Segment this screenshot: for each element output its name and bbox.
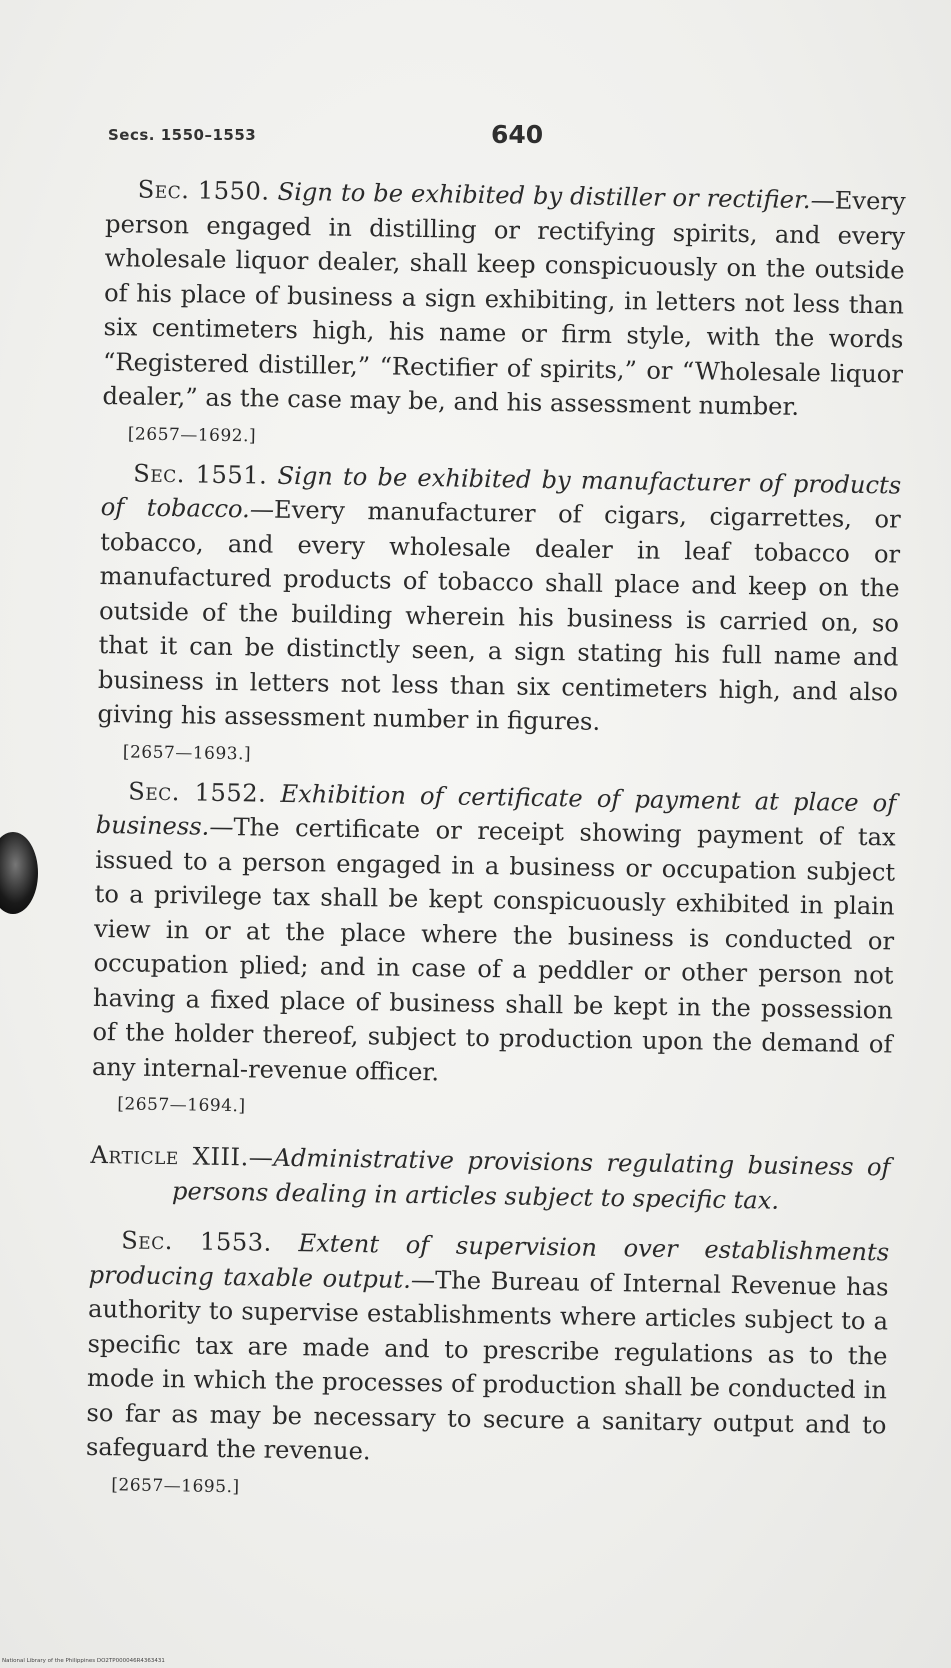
section-title: Extent of supervision over establishments producing taxable output.— — [88, 1229, 890, 1294]
section-citation: [2657—1692.] — [127, 423, 257, 446]
section-title: Sign to be exhibited by manufacturer of products of tobacco.— — [100, 461, 902, 524]
section-title: Exhibition of certificate of payment at place of business.— — [95, 779, 897, 842]
page-header — [108, 120, 868, 160]
section-body: The certificate or receipt showing payment of tax issued to a person engaged in a business or occupation subject to a privilege tax shall be kept conspicuously exhibited in plain view in or at the place where the business is conducted or occupation plied; and in case of a peddler or other person not having a fixed place of business shall be kept in the possession of the holder thereof, subject to production upon the demand of any internal-revenue officer. — [91, 813, 896, 1086]
section-range: Secs. 1550–1553 — [108, 126, 257, 144]
page-content — [85, 172, 906, 1519]
section-citation: [2657—1694.] — [117, 1094, 246, 1117]
section-citation: [2657—1693.] — [122, 741, 252, 764]
section-1551 — [97, 455, 901, 744]
article-heading — [90, 1138, 891, 1220]
section-label: Sec. 1551. — [133, 458, 268, 490]
section-1553 — [86, 1223, 890, 1477]
footer-watermark: National Library of the Philippines DO2TP000046R4363431 — [2, 1658, 165, 1664]
section-body: The Bureau of Internal Revenue has authority to supervise establishments where articles subject to a specific tax are made and to prescribe regulations as to the mode in which the processes of production shall be conducted in so far as may be necessary to secure a sanitary output and to safeguard the revenue. — [85, 1265, 889, 1466]
section-title: Sign to be exhibited by distiller or rectifier.— — [277, 177, 835, 215]
section-body: Every manufacturer of cigars, cigarrettes, or tobacco, and every wholesale dealer in leaf tobacco or manufactured products of tobacco shall place and keep on the outside of the building wherein his business is carried on, so that it can be distinctly seen, a sign stating his full name and business in letters not less than six centimeters high, and also giving his assessment number in figures. — [97, 495, 901, 736]
section-label: Sec. 1553. — [121, 1226, 273, 1257]
section-1552 — [92, 773, 897, 1096]
section-label: Sec. 1552. — [128, 776, 267, 808]
section-1550 — [102, 172, 906, 426]
article-title: Administrative provisions regulating business of persons dealing in articles subject to specific tax. — [171, 1143, 891, 1215]
section-label: Sec. 1550. — [137, 175, 270, 206]
scan-artifact — [0, 832, 38, 914]
article-label: Article XIII.— — [90, 1140, 274, 1172]
section-citation: [2657—1695.] — [111, 1474, 240, 1497]
section-body: Every person engaged in distilling or rectifying spirits, and every wholesale liquor dealer, shall keep conspicuously on the outside of his place of business a sign exhibiting, in letters not less than six centimeters high, his name or firm style, with the words “Registered distiller,” “Rectifier of spirits,” or “Wholesale liquor dealer,” as the case may be, and his assessment number. — [102, 186, 906, 421]
page-number: 640 — [491, 120, 544, 149]
